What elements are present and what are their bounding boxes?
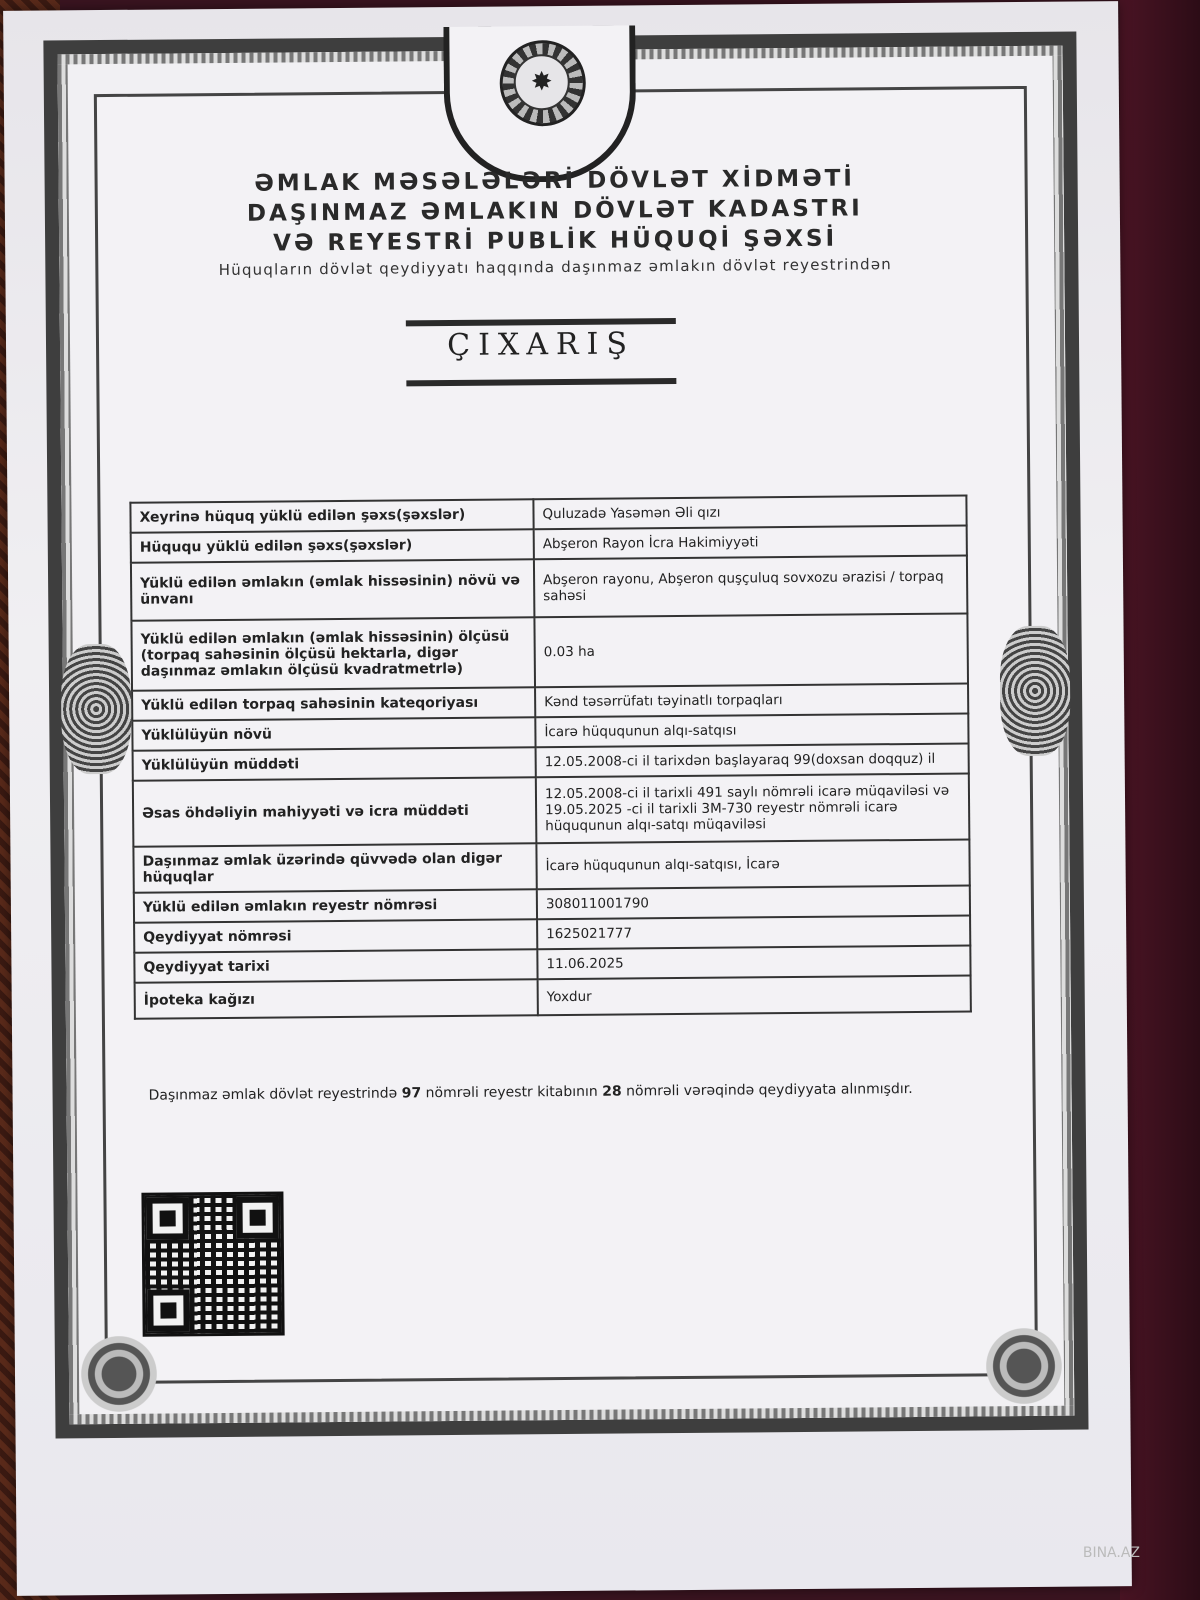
field-value: 11.06.2025: [537, 945, 970, 979]
field-label: Yüklü edilən əmlakın reyestr nömrəsi: [134, 889, 537, 923]
table-row: [133, 773, 970, 846]
qr-code-icon: [141, 1191, 284, 1336]
field-value: Kənd təsərrüfatı təyinatlı torpaqları: [535, 684, 968, 718]
field-value: 12.05.2008-ci il tarixdən başlayaraq 99(doxsan doqquz) il: [536, 743, 969, 777]
field-value: 12.05.2008-ci il tarixli 491 saylı nömrəli icarə müqaviləsi və 19.05.2025 -ci il tarixli 3M-730 reyestr nömrəli icarə hüququnun alqı-satqı müqaviləsi: [536, 773, 970, 843]
watermark: BINA.AZ: [1082, 1545, 1140, 1561]
field-label: Daşınmaz əmlak üzərində qüvvədə olan digər hüquqlar: [133, 843, 536, 893]
table-row: [131, 556, 967, 621]
header-subtitle: Hüquqların dövlət qeydiyyatı haqqında daşınmaz əmlakın dövlət reyestrindən: [218, 255, 893, 280]
registration-note: Daşınmaz əmlak dövlət reyestrində 97 nömrəli reyestr kitabının 28 nömrəli vərəqində qeydiyyata alınmışdır.: [148, 1080, 913, 1104]
header-line-2: DAŞINMAZ ƏMLAKIN DÖVLƏT KADASTRI: [246, 195, 863, 227]
field-value: 0.03 ha: [534, 614, 968, 688]
certificate-paper: [3, 1, 1132, 1596]
document-title-banner: [406, 310, 677, 382]
side-ornament: [61, 644, 132, 775]
field-label: Yüklülüyün müddəti: [133, 747, 536, 781]
field-value: İcarə hüququnun alqı-satqısı, İcarə: [536, 839, 969, 889]
field-label: Hüququ yüklü edilən şəxs(şəxslər): [131, 529, 534, 563]
header-line-1: ƏMLAK MƏSƏLƏLƏRİ DÖVLƏT XİDMƏTİ: [254, 165, 856, 197]
document-title: ÇIXARIŞ: [447, 326, 636, 364]
state-emblem-icon: ✸: [443, 25, 636, 183]
header-line-3: VƏ REYESTRİ PUBLİK HÜQUQİ ŞƏXSİ: [273, 225, 838, 257]
table-row: [133, 839, 969, 892]
field-label: Yüklü edilən əmlakın (əmlak hissəsinin) ölçüsü (torpaq sahəsinin ölçüsü hektarla, digər daşınmaz əmlakın ölçüsü kvadratmetrlə): [131, 617, 535, 691]
agency-header: [204, 163, 905, 259]
field-value: Abşeron Rayon İcra Hakimiyyəti: [534, 526, 967, 560]
field-label: Əsas öhdəliyin mahiyyəti və icra müddəti: [133, 777, 537, 847]
background-right: [1120, 0, 1200, 1600]
side-ornament: [1000, 626, 1071, 757]
field-label: İpoteka kağızı: [135, 979, 538, 1019]
book-number: 97: [401, 1085, 422, 1102]
table-row: [135, 975, 971, 1018]
field-value: 308011001790: [537, 885, 970, 919]
field-label: Xeyrinə hüquq yüklü edilən şəxs(şəxslər): [130, 499, 533, 533]
page-number: 28: [602, 1083, 622, 1100]
field-label: Yüklülüyün növü: [132, 717, 535, 751]
registry-table: [129, 494, 971, 1019]
field-value: Quluzadə Yasəmən Əli qızı: [533, 496, 966, 530]
field-label: Yüklü edilən əmlakın (əmlak hissəsinin) növü və ünvanı: [131, 559, 534, 621]
field-label: Qeydiyyat tarixi: [134, 949, 537, 983]
table-row: [131, 614, 968, 691]
field-value: Yoxdur: [538, 975, 971, 1015]
field-label: Qeydiyyat nömrəsi: [134, 919, 537, 953]
field-value: İcarə hüququnun alqı-satqısı: [535, 713, 968, 747]
corner-ornament: [963, 1306, 1084, 1427]
field-label: Yüklü edilən torpaq sahəsinin kateqoriyası: [132, 687, 535, 721]
field-value: 1625021777: [537, 915, 970, 949]
field-value: Abşeron rayonu, Abşeron quşçuluq sovxozu ərazisi / torpaq sahəsi: [534, 556, 967, 618]
